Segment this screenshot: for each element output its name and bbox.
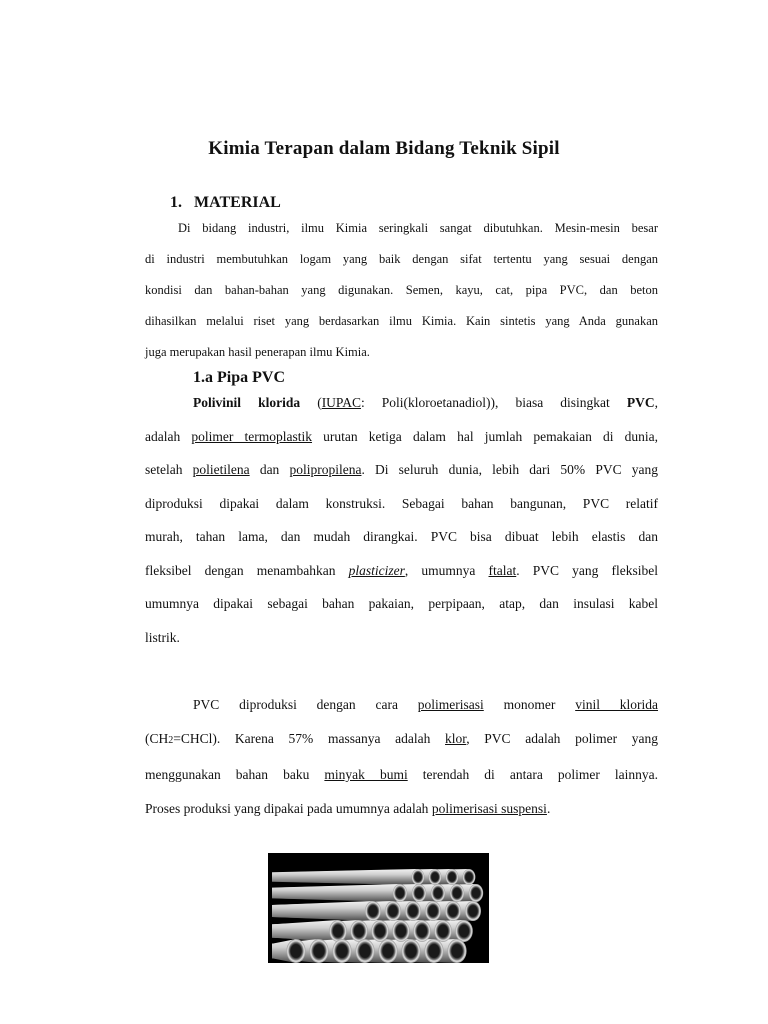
text: , umumnya bbox=[404, 562, 476, 578]
pipe-end bbox=[463, 869, 476, 885]
paragraph-line bbox=[145, 386, 658, 420]
pipe-end bbox=[332, 939, 351, 963]
link-plasticizer[interactable]: plasticizer bbox=[348, 562, 405, 578]
pipe-end bbox=[378, 939, 397, 963]
pipe-end bbox=[425, 901, 441, 921]
pipe-end bbox=[465, 901, 481, 921]
pvc-paragraph-2 bbox=[145, 688, 658, 826]
link-polimerisasi-suspensi[interactable]: polimerisasi suspensi bbox=[431, 801, 547, 816]
pipe-end bbox=[412, 884, 426, 902]
section-heading-material bbox=[170, 194, 281, 212]
text: dan bbox=[259, 462, 280, 477]
document-title: Kimia Terapan dalam Bidang Teknik Sipil bbox=[208, 138, 560, 159]
paragraph-line bbox=[145, 688, 658, 722]
term-bold: PVC bbox=[626, 395, 655, 410]
link-polipropilena[interactable]: polipropilena bbox=[289, 462, 362, 477]
pipe-end bbox=[286, 939, 305, 963]
pipe-end bbox=[393, 884, 407, 902]
text: terendah di antara polimer lainnya. bbox=[422, 767, 659, 782]
link-polimer-termoplastik[interactable]: polimer termoplastik bbox=[191, 428, 313, 444]
pipe-end bbox=[434, 920, 452, 942]
link-polietilena[interactable]: polietilena bbox=[192, 462, 250, 477]
paragraph-line bbox=[145, 792, 658, 826]
paragraph-line bbox=[145, 722, 658, 758]
pipe-end bbox=[329, 920, 347, 942]
pipe-end bbox=[405, 901, 421, 921]
pipe-end bbox=[450, 884, 464, 902]
text: fleksibel dengan menambahkan bbox=[145, 562, 336, 578]
pipe-end bbox=[355, 939, 374, 963]
pvc-pipes-photo bbox=[268, 853, 489, 963]
text: Proses produksi yang dipakai pada umumnya adalah bbox=[145, 801, 429, 816]
pvc-paragraph-1 bbox=[145, 386, 658, 654]
paragraph-line: kondisi dan bahan-bahan yang digunakan. Semen, kayu, cat, pipa PVC, dan beton bbox=[145, 283, 658, 297]
pipe-end bbox=[350, 920, 368, 942]
text: . bbox=[546, 801, 551, 816]
text: urutan ketiga dalam hal jumlah pemakaian di dunia, bbox=[323, 428, 658, 444]
text: : Poli(kloroetanadiol)), biasa disingkat bbox=[360, 395, 610, 410]
pipe-end bbox=[309, 939, 328, 963]
term-bold: Polivinil klorida bbox=[193, 395, 301, 410]
text: menggunakan bahan baku bbox=[145, 767, 310, 782]
pipe-end bbox=[371, 920, 389, 942]
text: . PVC yang fleksibel bbox=[516, 562, 659, 578]
pipe-end bbox=[365, 901, 381, 921]
paragraph-line bbox=[145, 420, 658, 454]
paragraph-line: murah, tahan lama, dan mudah dirangkai. PVC bisa dibuat lebih elastis dan bbox=[145, 529, 658, 544]
paragraph-line bbox=[145, 453, 658, 487]
pipe-end bbox=[446, 869, 459, 885]
pipe-end bbox=[412, 869, 425, 885]
subsection-heading-pipa-pvc: 1.a Pipa PVC bbox=[193, 369, 285, 386]
pipe-end bbox=[429, 869, 442, 885]
text: setelah bbox=[145, 462, 183, 477]
pipe-end bbox=[431, 884, 445, 902]
text: . Di seluruh dunia, lebih dari 50% PVC yang bbox=[361, 462, 659, 477]
paragraph-line: di industri membutuhkan logam yang baik dengan sifat tertentu yang sesuai dengan bbox=[145, 252, 658, 266]
link-vinil-klorida[interactable]: vinil klorida bbox=[575, 697, 659, 712]
pipe-end bbox=[413, 920, 431, 942]
pipe-end bbox=[424, 939, 443, 963]
link-ftalat[interactable]: ftalat bbox=[488, 562, 517, 578]
paragraph-line: diproduksi dipakai dalam konstruksi. Sebagai bahan bangunan, PVC relatif bbox=[145, 495, 658, 511]
text: , PVC adalah polimer yang bbox=[466, 731, 658, 746]
pipe-end bbox=[392, 920, 410, 942]
pipe-end bbox=[469, 884, 483, 902]
material-paragraph bbox=[145, 213, 658, 368]
pipe-end bbox=[455, 920, 473, 942]
text: =CHCl). Karena 57% massanya adalah bbox=[173, 731, 431, 746]
pipe-end bbox=[445, 901, 461, 921]
text: (CH bbox=[145, 731, 169, 746]
text: ( bbox=[317, 395, 322, 410]
paragraph-line: umumnya dipakai sebagai bahan pakaian, perpipaan, atap, dan insulasi kabel bbox=[145, 596, 658, 611]
text: monomer bbox=[503, 697, 556, 712]
paragraph-line: dihasilkan melalui riset yang berdasarkan ilmu Kimia. Kain sintetis yang Anda gunakan bbox=[145, 314, 658, 328]
pipe-end bbox=[447, 939, 466, 963]
section-number: 1. bbox=[170, 194, 182, 211]
paragraph-line: listrik. bbox=[145, 629, 180, 645]
link-klor[interactable]: klor bbox=[445, 731, 467, 746]
link-minyak-bumi[interactable]: minyak bumi bbox=[324, 767, 408, 782]
paragraph-line: juga merupakan hasil penerapan ilmu Kimia. bbox=[145, 345, 370, 359]
link-iupac[interactable]: IUPAC bbox=[321, 395, 361, 410]
paragraph-line: Di bidang industri, ilmu Kimia seringkali sangat dibutuhkan. Mesin-mesin besar bbox=[178, 221, 658, 235]
link-polimerisasi[interactable]: polimerisasi bbox=[417, 697, 484, 712]
pipe-end bbox=[401, 939, 420, 963]
paragraph-line bbox=[145, 554, 658, 588]
pvc-pipes-illustration bbox=[268, 853, 489, 963]
pipe-end bbox=[385, 901, 401, 921]
text: , bbox=[654, 395, 658, 410]
section-title: MATERIAL bbox=[194, 194, 281, 211]
text: adalah bbox=[145, 428, 181, 444]
paragraph-line bbox=[145, 758, 658, 792]
text: PVC diproduksi dengan cara bbox=[193, 697, 398, 712]
subscript: 2 bbox=[168, 735, 174, 746]
